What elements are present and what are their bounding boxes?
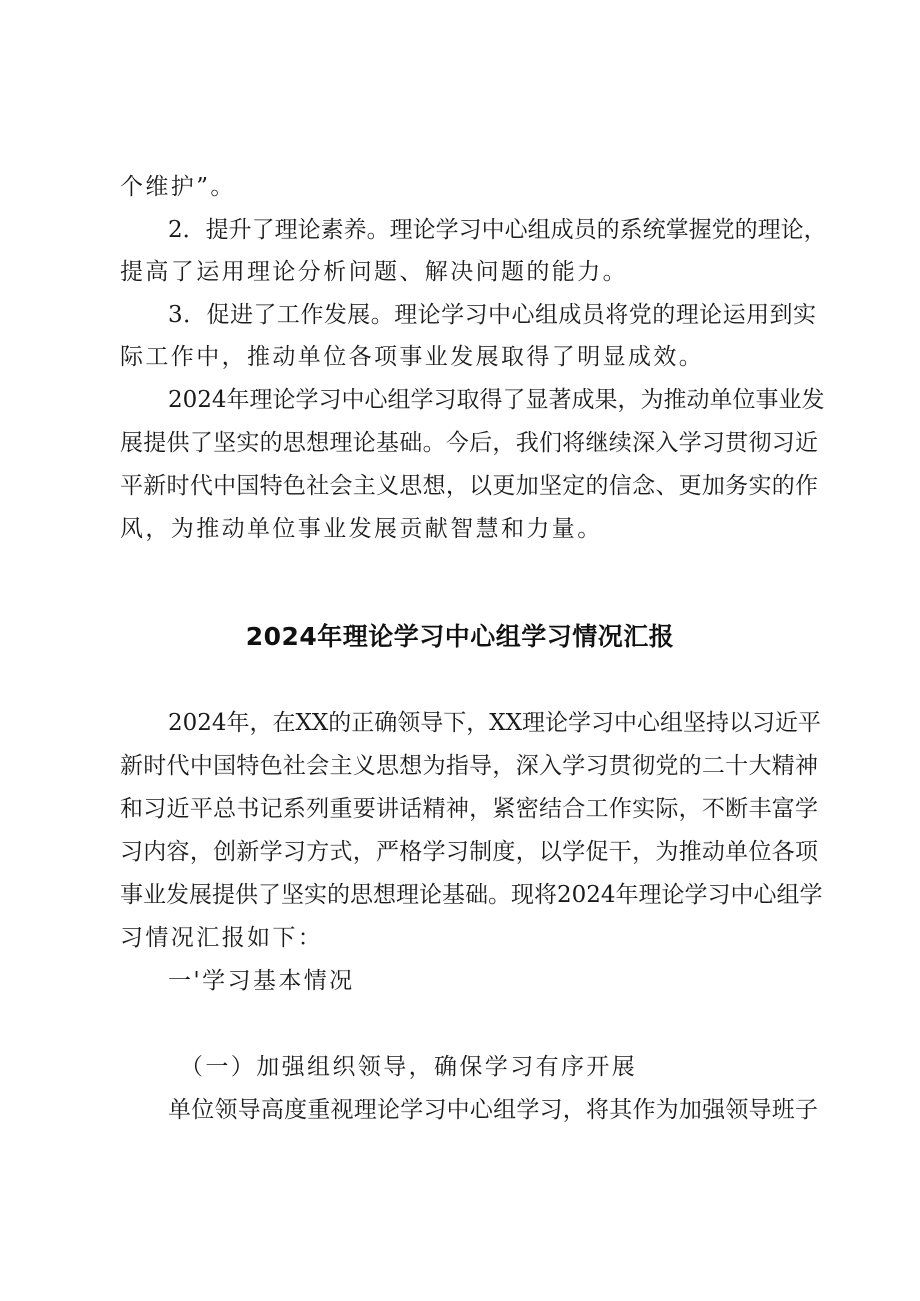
section-heading: 一'学习基本情况	[168, 968, 355, 994]
text-line: 2024年理论学习中心组学习取得了显著成果，为推动单位事业发	[168, 387, 825, 413]
text-line: 2024年，在XX的正确领导下，XX理论学习中心组坚持以习近平	[168, 710, 822, 736]
text-line: 风，为推动单位事业发展贡献智慧和力量。	[120, 516, 603, 542]
subsection-heading: （一）加强组织领导，确保学习有序开展	[180, 1054, 638, 1080]
text-line: 2．提升了理论素养。理论学习中心组成员的系统掌握党的理论，	[168, 217, 827, 243]
text-line: 提高了运用理论分析问题、解决问题的能力。	[120, 259, 628, 285]
text-line: 习内容，创新学习方式，严格学习制度，以学促干，为推动单位各项	[120, 839, 818, 865]
text-line: 3．促进了工作发展。理论学习中心组成员将党的理论运用到实	[168, 302, 816, 328]
text-line: 习情况汇报如下：	[120, 925, 324, 951]
text-line: 新时代中国特色社会主义思想为指导，深入学习贯彻党的二十大精神	[120, 753, 818, 779]
text-line: 单位领导高度重视理论学习中心组学习，将其作为加强领导班子	[168, 1097, 818, 1123]
report-title: 2024年理论学习中心组学习情况汇报	[245, 622, 675, 651]
text-line: 平新时代中国特色社会主义思想，以更加坚定的信念、更加务实的作	[120, 473, 818, 499]
text-line: 际工作中，推动单位各项事业发展取得了明显成效。	[120, 344, 705, 370]
text-line: 事业发展提供了坚实的思想理论基础。现将2024年理论学习中心组学	[120, 882, 823, 908]
text-line: 个维护”。	[120, 174, 236, 200]
text-line: 和习近平总书记系列重要讲话精神，紧密结合工作实际，不断丰富学	[120, 796, 818, 822]
text-line: 展提供了坚实的思想理论基础。今后，我们将继续深入学习贯彻习近	[120, 430, 818, 456]
